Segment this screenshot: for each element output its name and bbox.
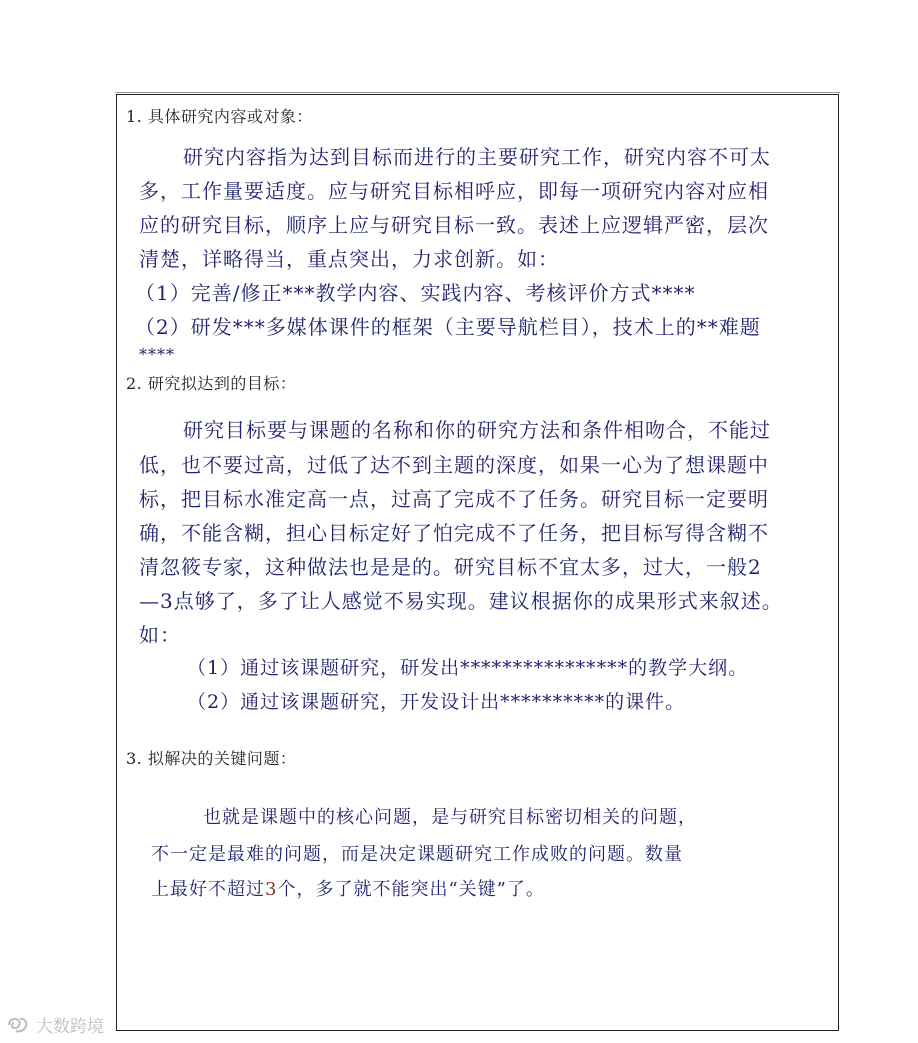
section3-line: 也就是课题中的核心问题，是与研究目标密切相关的问题， xyxy=(203,807,697,828)
section2-line: 清忽筱专家，这种做法也是是的。研究目标不宜太多，过大，一般2 xyxy=(139,555,762,579)
section2-line: 确，不能含糊，担心目标定好了怕完成不了任务，把目标写得含糊不 xyxy=(139,521,769,545)
section3-line xyxy=(151,875,545,901)
watermark xyxy=(6,1012,104,1037)
section1-line: **** xyxy=(139,345,175,364)
watermark-text: 大数跨境 xyxy=(36,1017,104,1037)
section1-line: 应的研究目标，顺序上应与研究目标一致。表述上应逻辑严密，层次 xyxy=(139,213,769,237)
section1-list-item: （1）完善/修正***教学内容、实践内容、考核评价方式**** xyxy=(135,281,696,305)
section1-list-item: （2）研发***多媒体课件的框架（主要导航栏目），技术上的**难题 xyxy=(135,315,761,339)
highlight-number: 3 xyxy=(265,879,278,900)
section3-heading: 3. 拟解决的关键问题： xyxy=(126,749,297,768)
brand-logo-icon xyxy=(6,1015,30,1035)
section1-line: 多，工作量要适度。应与研究目标相呼应，即每一项研究内容对应相 xyxy=(139,179,769,203)
section2-line: 低，也不要过高，过低了达不到主题的深度，如果一心为了想课题中 xyxy=(139,453,769,477)
section3-line3-post: 个，多了就不能突出“关键”了。 xyxy=(277,879,545,900)
section3-line3-pre: 上最好不超过 xyxy=(151,879,265,900)
section1-line: 研究内容指为达到目标而进行的主要研究工作，研究内容不可太 xyxy=(183,145,771,169)
section2-heading: 2. 研究拟达到的目标： xyxy=(126,374,297,393)
section2-line: 研究目标要与课题的名称和你的研究方法和条件相吻合，不能过 xyxy=(183,418,771,442)
section2-line: 如： xyxy=(139,623,181,647)
section2-list-item: （1）通过该课题研究，研发出****************的教学大纲。 xyxy=(187,657,749,679)
section3-line: 不一定是最难的问题，而是决定课题研究工作成败的问题。数量 xyxy=(151,844,683,865)
section2-line: 标，把目标水准定高一点，过高了完成不了任务。研究目标一定要明 xyxy=(139,487,769,511)
section2-line: —3点够了，多了让人感觉不易实现。建议根据你的成果形式来叙述。 xyxy=(139,589,783,613)
section1-line: 清楚，详略得当，重点突出，力求创新。如： xyxy=(139,247,559,271)
section2-list-item: （2）通过该课题研究，开发设计出**********的课件。 xyxy=(187,691,686,713)
section1-heading: 1. 具体研究内容或对象： xyxy=(126,107,313,126)
frame-top-rule xyxy=(116,92,840,93)
